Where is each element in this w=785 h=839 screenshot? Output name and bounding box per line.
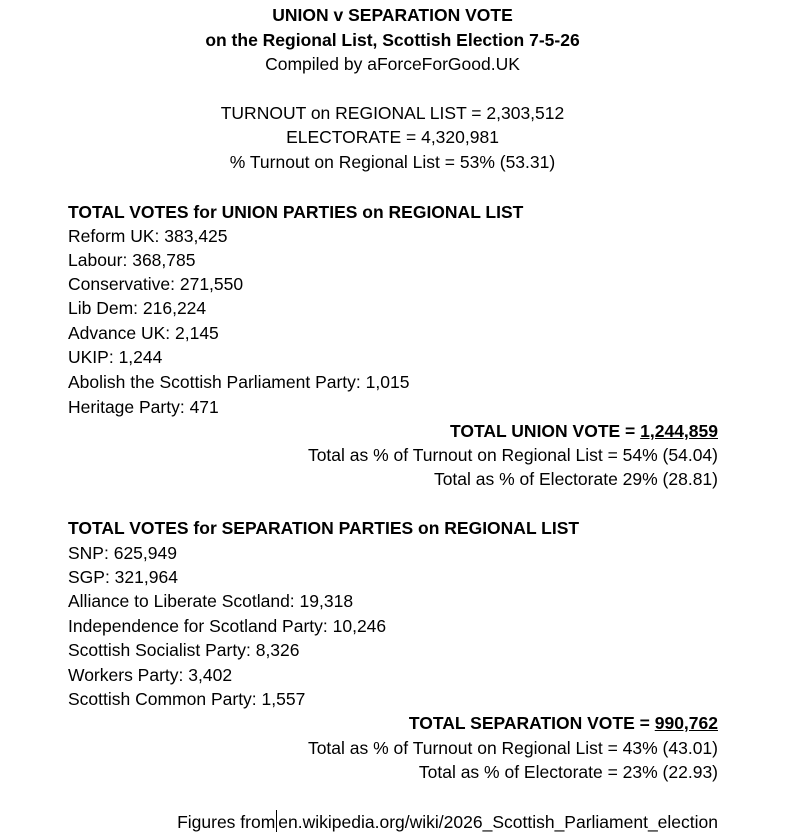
union-party-item: Abolish the Scottish Parliament Party: 1,015 <box>68 372 410 392</box>
separation-party-item: Scottish Common Party: 1,557 <box>68 689 306 709</box>
turnout-stat: TURNOUT on REGIONAL LIST = 2,303,512 <box>220 103 565 123</box>
separation-total-value: 990,762 <box>654 713 718 733</box>
separation-party-item: Scottish Socialist Party: 8,326 <box>68 640 300 660</box>
turnout-pct-stat: % Turnout on Regional List = 53% (53.31) <box>229 152 556 172</box>
separation-party-item: SNP: 625,949 <box>68 543 177 563</box>
source-prefix: Figures from <box>177 812 276 832</box>
separation-pct-turnout: Total as % of Turnout on Regional List = 43% (43.01) <box>307 738 718 758</box>
document-subtitle: on the Regional List, Scottish Election 7-5-26 <box>205 30 580 50</box>
union-pct-turnout: Total as % of Turnout on Regional List = 54% (54.04) <box>307 445 718 465</box>
union-party-item: UKIP: 1,244 <box>68 347 163 367</box>
union-heading: TOTAL VOTES for UNION PARTIES on REGIONAL LIST <box>68 202 524 222</box>
document-title: UNION v SEPARATION VOTE <box>272 5 513 25</box>
electorate-stat: ELECTORATE = 4,320,981 <box>286 127 499 147</box>
union-party-item: Lib Dem: 216,224 <box>68 298 207 318</box>
separation-pct-electorate: Total as % of Electorate = 23% (22.93) <box>418 762 718 782</box>
separation-heading: TOTAL VOTES for SEPARATION PARTIES on REGIONAL LIST <box>68 518 580 538</box>
union-party-item: Advance UK: 2,145 <box>68 323 219 343</box>
compiled-by: Compiled by aForceForGood.UK <box>265 54 520 74</box>
union-party-item: Reform UK: 383,425 <box>68 226 228 246</box>
separation-total <box>409 712 718 734</box>
source-url[interactable]: en.wikipedia.org/wiki/2026_Scottish_Parliament_election <box>278 812 718 832</box>
union-party-item: Heritage Party: 471 <box>68 397 219 417</box>
separation-party-item: SGP: 321,964 <box>68 567 178 587</box>
union-party-item: Conservative: 271,550 <box>68 274 244 294</box>
separation-party-item: Alliance to Liberate Scotland: 19,318 <box>68 591 354 611</box>
separation-party-item: Workers Party: 3,402 <box>68 665 233 685</box>
separation-total-label: TOTAL SEPARATION VOTE = <box>408 713 655 733</box>
union-pct-electorate: Total as % of Electorate 29% (28.81) <box>433 469 718 489</box>
union-party-item: Labour: 368,785 <box>68 250 196 270</box>
union-total-label: TOTAL UNION VOTE = <box>450 421 641 441</box>
separation-party-item: Independence for Scotland Party: 10,246 <box>68 616 387 636</box>
union-total <box>450 420 718 442</box>
source-footer <box>177 810 718 833</box>
union-total-value: 1,244,859 <box>640 421 718 441</box>
